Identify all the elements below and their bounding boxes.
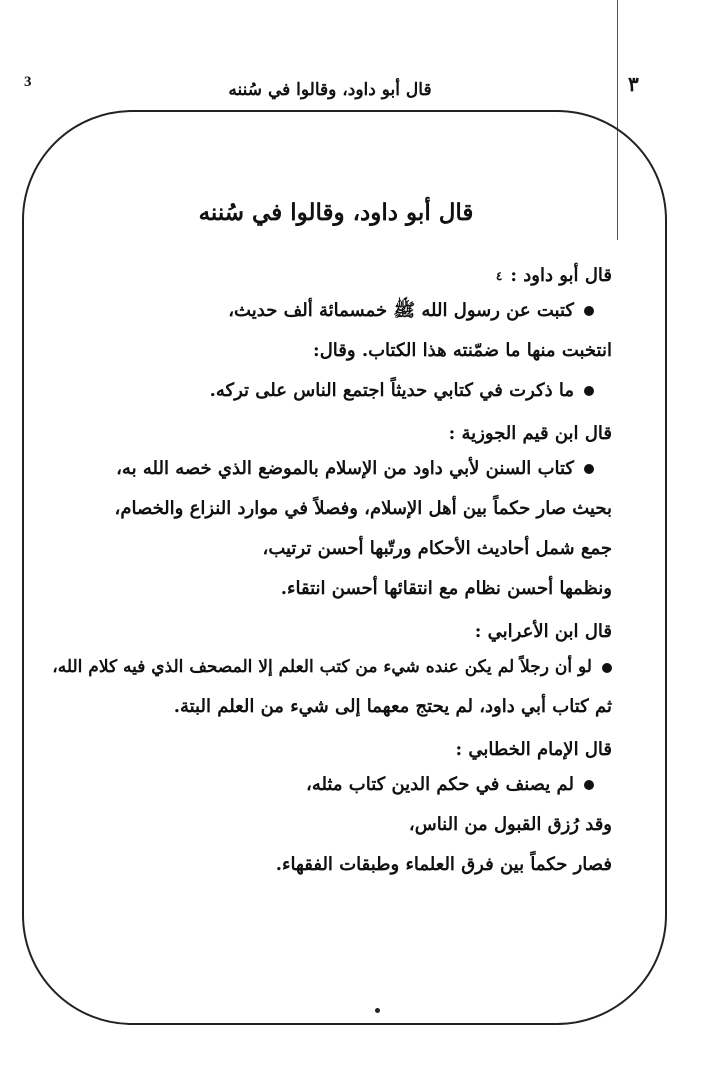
frame-ornament-dot [375,1008,380,1013]
speaker-ibn-al-arabi: قال ابن الأعرابي : [474,621,612,642]
footnote-mark: ٤ [495,269,503,283]
quote-line [60,529,612,569]
quote-text: بحيث صار حكماً بين أهل الإسلام، وفصلاً في موارد النزاع والخصام، [114,498,612,519]
bullet-icon [584,780,594,790]
quote-line [60,687,612,727]
speaker-abu-dawud [60,261,612,291]
speaker-label: قال أبو داود : [510,265,612,286]
page-title: قال أبو داود، وقالوا في سُننه [198,199,474,226]
quote-text: ثم كتاب أبي داود، لم يحتج معهما إلى شيء من العلم البتة. [173,696,612,717]
bullet-icon [584,306,594,316]
quote-line [60,765,612,805]
quote-line [60,291,612,331]
quote-line [52,647,612,687]
quote-line [60,805,612,845]
page-number-latin: 3 [24,74,32,90]
bullet-icon [584,386,594,396]
speaker-ibn-qayyim: قال ابن قيم الجوزية : [448,423,612,444]
quote-text: لم يصنف في حكم الدين كتاب مثله، [306,774,574,795]
quote-text: جمع شمل أحاديث الأحكام ورتّبها أحسن ترتيب، [262,538,612,559]
page-number-arabic: ٣ [628,72,639,96]
quote-line [60,569,612,609]
quote-text: انتخبت منها ما ضمّنته هذا الكتاب. وقال: [313,340,612,361]
speaker-al-khattabi: قال الإمام الخطابي : [455,739,612,760]
quote-text: وقد رُزق القبول من الناس، [408,814,612,835]
quote-text: كتاب السنن لأبي داود من الإسلام بالموضع الذي خصه الله به، [116,458,574,479]
quote-line [60,331,612,371]
quote-line [60,449,612,489]
page-content [52,195,612,885]
quote-line [60,489,612,529]
quote-text: لو أن رجلاً لم يكن عنده شيء من كتب العلم إلا المصحف الذي فيه كلام الله، [52,657,592,677]
quote-text: ما ذكرت في كتابي حديثاً اجتمع الناس على تركه. [209,380,574,401]
quote-line [60,845,612,885]
quote-text: كتبت عن رسول الله ﷺ خمسمائة ألف حديث، [228,300,574,321]
quote-line [60,371,612,411]
quote-text: فصار حكماً بين فرق العلماء وطبقات الفقهاء. [275,854,612,875]
bullet-icon [584,464,594,474]
quote-text: ونظمها أحسن نظام مع انتقائها أحسن انتقاء. [280,578,612,599]
running-title: قال أبو داود، وقالوا في سُننه [228,80,432,100]
bullet-icon [602,663,612,673]
